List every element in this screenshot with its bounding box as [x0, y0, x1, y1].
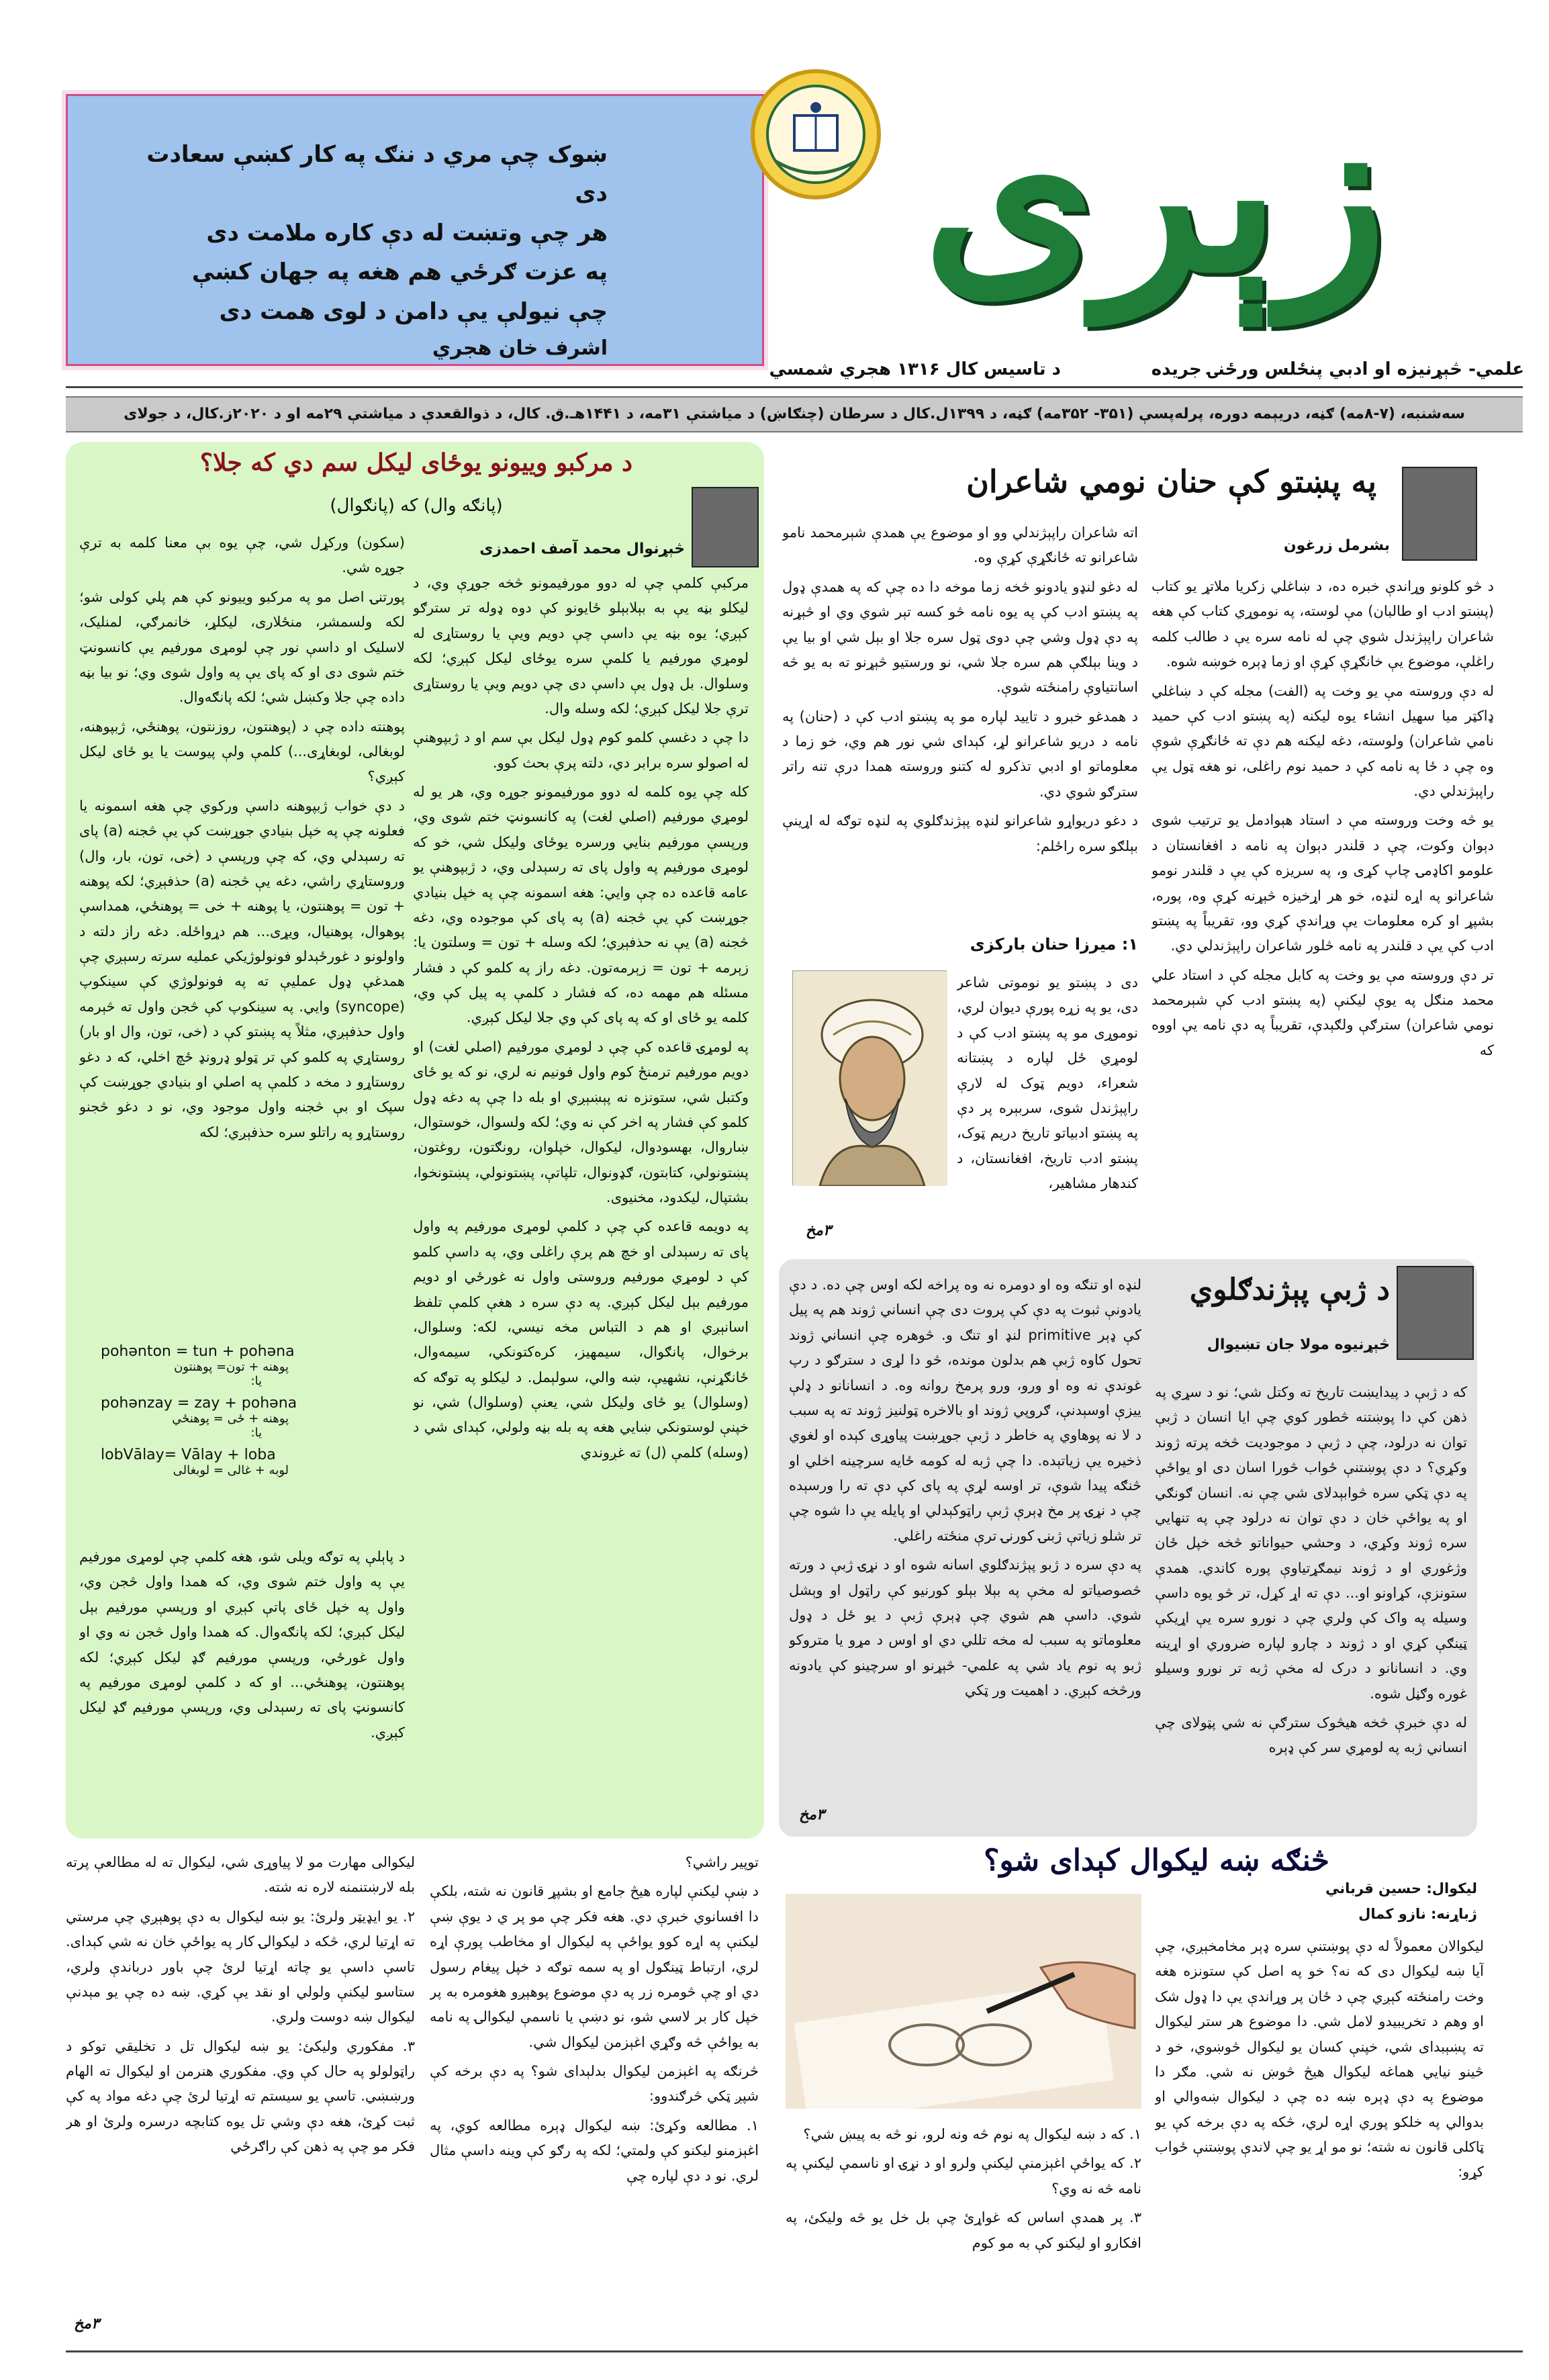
quote-author: اشرف خان هجري [432, 336, 608, 361]
quote-line-1: ښوک چې مري د ننګ په کار کښې سعادت دى [146, 141, 608, 208]
author-name-zarghun: بشرمل زرغون [1283, 537, 1390, 554]
quote-box [66, 94, 764, 366]
article-title-hanan: په پښتو کې حنان نومي شاعران [966, 463, 1376, 500]
article-paragraph: ۲. يو ايډيټر ولرئ: يو ښه ليکوال به دې پوهېږي چې مرستي ته اړتيا لري، څکه د ليکوالۍ کار په يواځې خان نه شي کېداى. تاسې داسې يو چاته اړتيا لرئ چې باور درباندې ولري، ستاسو ليکنې ولولي او نقد يې کړي. ښه ده چې يو مېدنې ليکوال ښه دوست ولري. [66, 1908, 415, 2025]
article-paragraph: د څو کلونو وړاندې خبره ده، د ښاغلي زکريا ملاتړ يو کتاب (پښتو ادب او طالبان) مې لوسته، په نوموړي کتاب کې هغه شاعران راپېژندل شوي چې له نامه سره يې د طالب کلمه راغلې، موضوع يې خانګړې کړې او زما ډېره خوښه شوه. [1152, 578, 1494, 670]
author-photo-tanaiwal [1397, 1266, 1474, 1360]
article-paragraph: کله چې يوه کلمه له دوو مورفيمونو جوړه وي، هر يو له لومړي مورفيم (اصلي لغت) په کانسونټ ختم شوى وي، ورپسې مورفيم بنايي ورسره يوځاى وليکل شي، خو که لومړى مورفيم په واول پاى ته رسېدلى وي، د ژبپوهنې يو عامه قاعده ده چې وايي: هغه اسمونه چې په خپل بنيادي جوړښت کې يې څجنه (a) په پاى کې موجوده وي، دغه څجنه (a) يې نه حذفېږي؛ لکه وسله + تون = وسلتون يا: زېرمه + تون = زېرمه‌تون. دغه راز په کلمو کې د فشار مسئله هم مهمه ده، که فشار د کلمې په پيل کې وي، کلمه يو ځاى او که په پاى کې وي جلا ليکل کېږي. [413, 784, 749, 1026]
masthead-founded: د تاسيس کال ۱۳۱۶ هجري شمسي [769, 359, 1061, 379]
article-paragraph: له دغو لنډو يادونو څخه زما موخه دا ده چې که په همدې ډول په پښتو ادب کې په يوه نامه څو کسه تېر شوي وي او څېړنه په دې ډول وشي چې دوى ټول سره جلا او بېل شي او بيا يې د وينا بېلګې هم سره جلا شي، نو ورستيو څېړنو ته به يو څه اسانتياوې رامنځته شوې. [782, 578, 1138, 696]
article-paragraph: له دې وروسته مې يو وخت په (الفت) مجله کې د ښاغلي ډاکټر ميا سهيل انشاء يوه ليکنه (په پښتو ادب کې حميد نامي شاعران) ولوسته، دغه ليکنه هم دې ته ځانګړې شوې وه چې د ځا په نامه کې د حميد نوم راغلى، نو هغه ټول يې راپېژندلي دي. [1152, 682, 1494, 799]
author-photo-ahmadzai [692, 487, 759, 567]
article-column-left-writer [66, 1850, 415, 2314]
article-questions-writer [786, 2122, 1141, 2344]
article-paragraph: (سکون) ورکړل شي، چې يوه بې معنا کلمه به ترې جوړه شي. [79, 535, 405, 576]
article-paragraph: که د ژبې د پيدايښت تاريخ ته وکتل شي؛ نو د سړي په ذهن کې دا پوښتنه څطور کوي چې ايا انسان د ژبې توان نه درلود، چې د ژبې د موجوديت څخه پرته ژوند وکړي؟ د دې پوښتنې ځواب څورا اسان دى او يواځې په دې ټکي سره څوابېدلاى شي چې نه. انسان ګونګي او په يواځې خان د دې توان نه درلود چې په تنهايي سره ژوند وکړي، د وحشي حيواناتو څخه خپل ځان وژغوري او د ژوند نيمګړتياوې پوره کاندي. همدې ستونزې، کړاونو او... دې ته اړ کړل، تر څو يوه داسې وسيله په واک کې ولري چې د نورو سره يې اړيکې ټينګې کړي او د ژوند د چارو لپاره ضروري او اړينه وي. د انسانانو د درک له مخې ژبه تر نورو وسيلو غوره وګڼل شوه. [1155, 1384, 1467, 1702]
article-title-compounds: د مرکبو وييونو يوځاى ليکل سم دي که جلا؟ [199, 449, 633, 477]
article-paragraph: په دويمه قاعده کې چې د کلمې لومړى مورفيم په واول پاى ته رسېدلى او خچ هم پرې راغلى وي، په داسې کلمو کې د لومړي مورفيم وروستى واول نه غورځي او دويم مورفيم بېل ليکل کېږي. په دې سره د هغې کلمې تلفظ اسانېږي او هم د التباس مخه نيسي، لکه: وسلوال، برخوال، پانګوال، سيمهيز، کره‌کتونکي، سيمه‌وال، ځانګړنې، نشهيې، ښه والي، سولېمل. د ليکلو په توګه که (وسلوال) يو ځاى وليکل شي، يعنې (وسلوال) شي، نو خپنې لوستونکي ښايي هغه په بله بڼه ولولي، کېداى شي د (وسله) کلمې (ل) ته غږوندي [413, 1218, 749, 1461]
article-translator-writer: ژباړنه: نازو کمال [1358, 1906, 1477, 1922]
author-name-ahmadzai: څېړنوال محمد آصف احمدزى [479, 541, 685, 557]
article-column-mid-writer [430, 1850, 759, 2340]
question-item: ۳. پر همدې اساس که غواړئ چې بل خل يو څه وليکئ، په افکارو او ليکنو کې به مو کوم [786, 2209, 1141, 2251]
article-paragraph: يو څه وخت وروسته مې د استاد هېوادمل يو ترتيب شوى دېوان وکوت، چې د قلندر دېوان په نامه د افغانستان د علومو اکاډمۍ چاپ کړى و، په سريزه کې يې د قلندر نومو شاعرانو په اړه لنډه، خو هر اړخيزه څېړنه کړې وه، پوره، بشپړ او کره معلومات يې وړاندې کړي وو، تقريباً په پښتو ادب کې يې د قلندر په نامه څلور شاعران راپېژندلي دي. [1152, 812, 1494, 954]
article-paragraph: لنډه او تنګه وه او دومره نه وه پراخه لکه اوس چې ده. د دې يادونې ثبوت په دې کې پروت دى چې انساني ژوند هم په پيل کې ډېر primitive لنډ او تنګ و. څوهره چې انساني ژوند تحول کاوه ژبې هم بدلون مونده، څو دا لړى د سترګو د رپ غوندې نه وه او ورو، ورو پرمخ روانه وه. د انسانانو د ډلې ييزې اوسېدنې، ګروپي ژوند او بالاخره ټولنيز ژوند ته په سبب د لا نه پوهاوي په خاطر د ژبې جوړښت پياوړى کېده او لغوي ذخيره يې زياتېده. دا چې ژبه له کومه ځايه سرچينه اخلي او څنګه پيدا شوې، تر اوسه لړې په پاى کې دې ته را ورسېده چې د نړۍ پر مخ ډېرې ژبې راټوکېدلي او پايله يې دا شوه چې تر شلو زياتې ژبنۍ کورنۍ ترې منځته راغلي. [789, 1277, 1141, 1544]
article-author-writer: ليکوال: حسين قرباني [1325, 1880, 1477, 1896]
article-paragraph: د همدغو خبرو د تاييد لپاره مو په پښتو ادب کې د (حنان) په نامه د دريو شاعرانو لړ، کېداى شي نور هم وي، خو زما د معلوماتو او ادبي تذکرو له کتنو وروسته همدا درې تنه راتر سترګو شوي دي. [782, 708, 1138, 800]
article-paragraph: په لومړۍ قاعده کې چې د لومړي مورفيم (اصلي لغت) او دويم مورفيم ترمنځ کوم واول فونيم نه لري، نو که يو ځاى وکتبل شي، ستونزه نه پېښېږي او بله دا چې په دغه ډول کلمو کې فشار په اخر کې نه وي؛ لکه ولسوال، خوستوال، ښاروال، بهسودوال، ليکوال، خپلوان، رونګتون، روغتون، پښتونولي، کتابتون، ګډونوال، تلپاتې، پښتونولي، پښتونخوا، بشتپال، ليکدود، مخنيوى. [413, 1038, 749, 1205]
article-paragraph: په دې سره د ژبو پېژندګلوي اسانه شوه او د نړۍ ژبې د ورته څصوصياتو له مخې په بېلا بېلو کورنيو کې راټول او وېشل شوي. داسې هم شوي چې ډېرې ژبې د يو ځل د ډول معلوماتو په سبب له مخه تللي دي او اوس د مړو يا متروکو ژبو په نوم ياد شي په علمي- څېړنو او سرچينو کې يادونه ورڅخه کېږي. د اهميت ور ټکي [789, 1557, 1141, 1698]
article-paragraph: ۱. مطالعه وکړئ: ښه ليکوال ډېره مطالعه کوي، په اغېزمنو ليکنو کې ولمتي؛ لکه په رګو کې وينه داسې مثال لري. نو د دې لپاره چې [430, 2117, 759, 2184]
dateline: سه‌شنبه، (۷-۸مه) ګڼه، دريېمه دوره، پرله‌پسې (۳۵۱- ۳۵۲مه) ګڼه، د ۱۳۹۹ل.کال د سرطان (چنګاښ) د مياشتې ۳۱مه، د ۱۴۴۱هـ.ق. کال، د ذوالقعدې د مياشتې ۲۹مه او د ۲۰۲۰ز.کال، د جولاى [66, 396, 1523, 432]
formula-expression: pohənton = tun + pohəna [101, 1343, 295, 1360]
article-paragraph: څرنګه په اغېزمن ليکوال بدلېداى شو؟ په دې برخه کې شپږ ټکي څرګندوو: [430, 2063, 759, 2105]
article-paragraph: له دې خبرې څخه هيڅوک سترګې نه شي پټولاى چې انساني ژبه په لومړي سر کې ډېره [1155, 1714, 1467, 1756]
article-paragraph: دا چې د دغسې کلمو کوم ډول ليکل بې سم او د ژبپوهنې له اصولو سره برابر دي، دلته پرې بحث کوو. [413, 729, 749, 771]
author-name-tanaiwal: څېړنيوه مولا جان تښيوال [1207, 1336, 1390, 1353]
article-paragraph: ليکوالان معمولاً له دې پوښتنې سره ډېر مخامخېږي، چې آيا ښه ليکوال دى که نه؟ خو په اصل کې ستونزه هغه وخت رامنځته کېږي چې د ځان پر وړاندې يې دا ډول شک او وهم د تخريبيدو لامل شي. دا موضوع هر ستر ليکوال ته پښېبداى شي، خپنې کسان يو ليکوال څوښوي، خو د څينو نيايي هماغه ليکوال هيڅ څوښ نه شي. مګر دا موضوع په دې ډېره ښه ده چې د ليکوال ښه‌والي او بدوالي په خلکو پوري اړه لري، څکه په دې برخه کې يو ټاکلى قانون نه شته؛ نو مو اړ يو چې لاندې پوښتنې ځواب کړو: [1155, 1938, 1484, 2181]
continued-marker-language: ۳مخ [799, 1806, 825, 1823]
formula-gloss: پوهنه + ځى = پوهنځي [172, 1412, 289, 1426]
formula-expression: lobVālay= Vālay + loba [101, 1447, 276, 1463]
article-paragraph: دى د پښتو يو نوموتى شاعر دى، يو په زړه پورې ديوان لري، نوموړى مو په پښتو ادب کې د لومړي ځل لپاره د پښتانه شعراء، دويم ټوک له لارې راپېژندل شوى، سربېره پر دې په پښتو ادبياتو تاريخ دريم ټوک، پښتو ادب تاريخ، افغانستان، د کندهار مشاهير، [957, 974, 1138, 1191]
article-column-left-compounds [79, 531, 405, 1202]
article-column-left-language [789, 1273, 1141, 1813]
header-rule [66, 386, 1523, 388]
quote-line-4: چې نيولې يې دامن د لوى همت دى [219, 298, 608, 325]
article-subtitle-compounds: (پانګه وال) که (پانګوال) [330, 496, 503, 516]
quote-line-3: په عزت ګرځي هم هغه په جهان کښې [191, 259, 608, 286]
writing-hand-illustration [786, 1894, 1141, 2109]
continued-marker-hanan: ۳مخ [806, 1222, 831, 1239]
article-conclusion-compounds [79, 1545, 405, 1827]
article-column-right-hanan [1152, 574, 1494, 1246]
article-paragraph: پورتنۍ اصل مو په مرکبو وييونو کې هم پلي کولى شو؛ لکه ولسمشر، منځلارى، ليکلړ، خانمرګي، لمنليک، لاسليک او داسې نور چې لومړى مورفيم يې کانسونټ ختم شوى دى او که پاى يې په واول شوى وي؛ نو بيا بڼه داده چې جلا وکښل شي؛ لکه پانګه‌وال. [79, 588, 405, 706]
question-item: ۲. که يواځې اغېزمنې ليکنې ولرو او د نړۍ او ناسمې ليکنې په نامه څه نه وي؟ [786, 2155, 1141, 2197]
article-paragraph: ليکوالى مهارت مو لا پياوړى شي، ليکوال ته له مطالعې پرته بله لارښتنمنه لاره نه شته. [66, 1854, 415, 1896]
masthead-subtitle: علمي- څېړنيزه او ادبي پنځلس ورځنۍ جريده [1151, 359, 1524, 379]
formula-expression: pohənzay = zay + pohəna [101, 1395, 297, 1412]
portrait-illustration [792, 970, 947, 1185]
continued-marker-writer: ۳مخ [74, 2316, 99, 2332]
hand-writing-pen-icon [786, 1894, 1141, 2109]
author-photo-zarghun [1402, 467, 1477, 561]
article-paragraph: د پاېلې په توګه ويلى شو، هغه کلمې چې لومړى مورفيم يې په واول ختم شوى وي، که همدا واول څجن وي، واول په خپل ځاى پاتې کېږي او ورپسې مورفيم بېل ليکل کېږي؛ لکه پانګه‌وال. که همدا واول څجن نه وي او واول غورځي، ورپسې مورفيم ګډ ليکل کېږي؛ لکه پوهنتون، پوهنځي... او که د کلمې لومړى مورفيم په کانسونټ پاى ته رسېدلى وي، ورپسې مورفيم ګډ ليکل کېږي. [79, 1549, 405, 1741]
article-paragraph: د ښې ليکنې لپاره هيڅ جامع او بشپړ قانون نه شته، بلکې دا افسانوي خبرې دي. هغه فکر چې مو پر ي د يوې ښې ليکنې په اړه کوو يواځې په ليکوال او مخاطب پورې اړه لري، ارتباط ټينګول او په سمه توګه د خپل پيغام رسول دي او چې څومره زر په دې موضوع پوهېږو هغومره به پر خپل کار بر لاسي شو، نو دښې يا ناسمې ليکوالۍ په نامه به يواځې څه وګړي اغېزمن ليکوال شي. [430, 1883, 759, 2050]
formula-note: يا: [250, 1374, 262, 1388]
article-title-language: د ژبې پېژندګلوي [1189, 1273, 1390, 1307]
formula-gloss: پوهنه + تون= پوهنتون [174, 1360, 289, 1374]
formula-gloss: لوبه + غالى = لوبغالى [173, 1463, 289, 1477]
formula-note: يا: [250, 1426, 262, 1440]
formula-block [101, 1343, 396, 1545]
article-paragraph: تر دې وروسته مې يو وخت په کابل مجله کې د استاد علي محمد منګل په يوې ليکنې (په پښتو ادب کې شېرمحمد نومي شاعران) سترګې ولګېدې، تقريباً په دې نامه يې اووه که [1152, 966, 1494, 1058]
article-column-right-language [1155, 1380, 1467, 1830]
article-paragraph: توپير راشي؟ [685, 1854, 759, 1870]
article-continuation-hanan [957, 970, 1138, 1219]
article-paragraph: اته شاعران راپېژندلي وو او موضوع يې همدې شېرمحمد نامو شاعرانو ته ځانګړې کړې وه. [782, 524, 1138, 566]
article-paragraph: پوهنته داده چې د (پوهنتون، روزنتون، پوهنځي، ژبپوهنه، لوبغالى، لوبغاړى...) کلمې ولې پيوست يا يو ځاى ليکل کېږي؟ [79, 718, 405, 785]
article-column-right-compounds [413, 571, 749, 1833]
masthead-title: زېرى [923, 61, 1387, 322]
article-column-right-writer [1155, 1934, 1484, 2337]
turbaned-poet-portrait-icon [793, 971, 947, 1186]
article-subhead-hanan: ۱: ميرزا حنان بارکزى [970, 935, 1138, 954]
article-paragraph: ۳. مفکوري وليکئ: يو ښه ليکوال تل د تخليقي توکو د راټولولو په حال کې وي. مفکوري هنرمن او ليکوال ته الهام ورښښي. تاسې يو سيستم ته اړتيا لرئ چې دغه مواد په کې ثبت کړئ، هغه دې وشي تل يوه کتابچه درسره ولرئ او هر فکر مو چې په ذهن کې راګرځي [66, 2038, 415, 2155]
article-title-writer: څنګه ښه ليکوال کېداى شو؟ [984, 1843, 1329, 1878]
article-paragraph: د دې خواب ژبپوهنه داسې ورکوي چې هغه اسمونه يا فعلونه چې په خپل بنيادي جوړښت کې يې څجنه (a) پاى ته رسېدلي وي، که چې ورپسې د (خى، تون، بار، وال) وروستاړي راشي، دغه يې څجنه (a) حذفېږي؛ لکه پوهنه + تون = پوهنتون، يا پوهنه + خى = پوهنځي، همداسې پوهوال، پوهنيال، ويړى... هم دړواځله. دغه راز دلته د واولونو د غورځېدلو فونولوژيکي عمليه سرته رسېږي چې همدغې ډول عمليې ته په فونولوژي کې سينکوپ (syncope) وايي. په سينکوپ کې څجن واول ته څېرمه واول حذفېږي، مثلاً په پښتو کې د (خى، تون، وال او بار) روستاړي په کلمو کې تر ټولو ډرونډ ځچ اخلي، که د دغو روستاړو د مخه د کلمې په اصلي او بنيادي جوړښت کې سپک او بې څجنه واول موجود وي، نو د دغو څجنو روستاړو په راتلو سره حذفېږي؛ لکه [79, 797, 405, 1140]
article-column-left-hanan [782, 520, 1138, 927]
footer-rule [66, 2350, 1523, 2352]
quote-line-2: هر چې وتښت له دې کاره ملامت دى [206, 219, 608, 246]
article-paragraph: مرکبې کلمې چې له دوو مورفيمونو څخه جوړې وي، د ليکلو بڼه يې به بېلابېلو ځايونو کې دوه ډوله تر سترګو کېږي؛ يوه بڼه يې داسې چې دويم ويې يا روستاړى له لومړي مورفيم يا کلمې سره يوځاى ليکل کېږي؛ لکه وسلوال. بل ډول يې داسې دى چې دويم ويې يا روستاړى ترې جلا ليکل کېږي؛ لکه وسله وال. [413, 575, 749, 717]
question-item: ۱. که د ښه ليکوال په نوم څه ونه لرو، نو څه به پيښ شي؟ [803, 2126, 1141, 2142]
article-paragraph: د دغو دريواړو شاعرانو لنډه پېژندګلوي په لنډه توګه له اړينې بېلګو سره راځلم: [782, 813, 1138, 854]
